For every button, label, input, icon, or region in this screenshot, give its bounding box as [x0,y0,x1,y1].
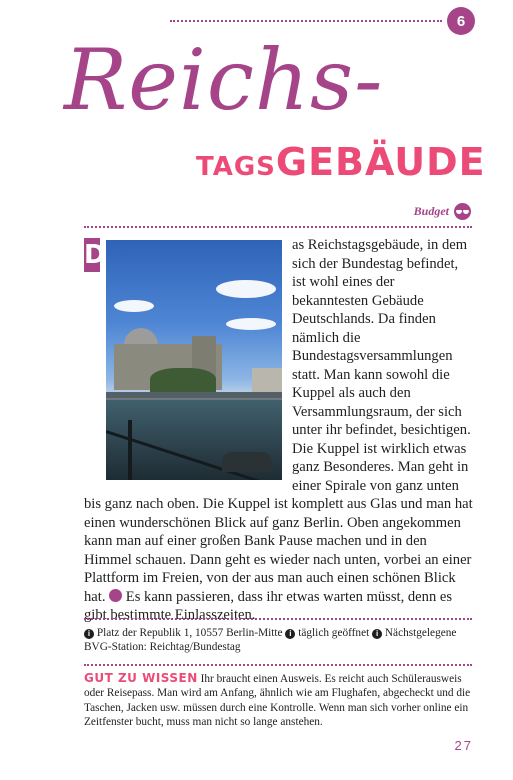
info-hours: täglich geöffnet [298,627,370,639]
good-to-know-label: GUT ZU WISSEN [84,671,198,685]
info-icon: i [84,629,94,639]
title-stamp-small: TAGS [196,152,276,182]
info-icon: i [372,629,382,639]
budget-label: Budget [413,204,449,218]
divider-gtk [84,664,472,666]
page-number: 27 [454,738,473,753]
divider-top [84,226,472,228]
info-block [84,626,476,654]
cloud [216,280,276,298]
info-address: Platz der Republik 1, 10557 Berlin-Mitte [96,627,283,639]
boat [222,452,272,472]
title-stamp [196,140,486,184]
railing-post [128,420,132,480]
good-to-know-text: Ihr braucht einen Ausweis. Es reicht auch Schülerausweis oder Reisepass. Man wird am Anfang, ähnlich wie am Flughafen, abgecheckt und die Taschen, Jacken usw. müssen durch eine Kontrolle. Wenn man sich vorher online ein Zeitfenster bucht, muss man nicht so lange anstehen. [84,673,471,729]
divider-info [84,618,472,620]
chapter-badge: 6 [447,7,475,35]
sunglasses-smiley-icon [454,203,471,220]
title-stamp-big: GEBÄUDE [275,140,486,184]
article-body [84,236,474,625]
bridge [106,392,282,398]
article-text-2: Es kann passieren, dass ihr etwas warten müsst, denn es gibt bestimmte Einlasszeiten. [84,588,453,623]
reichstag-photo [106,240,282,480]
info-transit: Nächstgelegene BVG-Station: Reichtag/Bundestag [84,627,457,653]
title-script: Reichs- [64,31,384,129]
smiley-icon [109,589,122,602]
cloud [114,300,154,312]
top-dotted-rule [170,20,442,22]
cloud [226,318,276,330]
budget-indicator [414,203,471,220]
article-text-1: as Reichstagsgebäude, in dem sich der Bundestag befindet, ist wohl eines der bekanntesten Gebäude Deutschlands. Da finden nämlich die Bundestagsversammlungen statt. Man kann sowohl die Kuppel als auch den Versammlungsraum, der sich unter ihr befindet, besichtigen. Die Kuppel ist wirklich etwas ganz Besonderes. Man geht in einer Spirale von ganz unten bis ganz nach oben. Die Kuppel ist komplett aus Glas und man hat einen wunderschönen Blick auf ganz Berlin. Oben angekommen kann man auf einer großen Bank Pause machen und in den Himmel schauen. Dann geht es wieder nach unten, vorbei an einer Plattform im Freien, von der aus man auch einen schönen Blick hat. [84,237,473,605]
good-to-know-box [84,671,476,730]
drop-cap: D [84,240,106,270]
info-icon: i [285,629,295,639]
